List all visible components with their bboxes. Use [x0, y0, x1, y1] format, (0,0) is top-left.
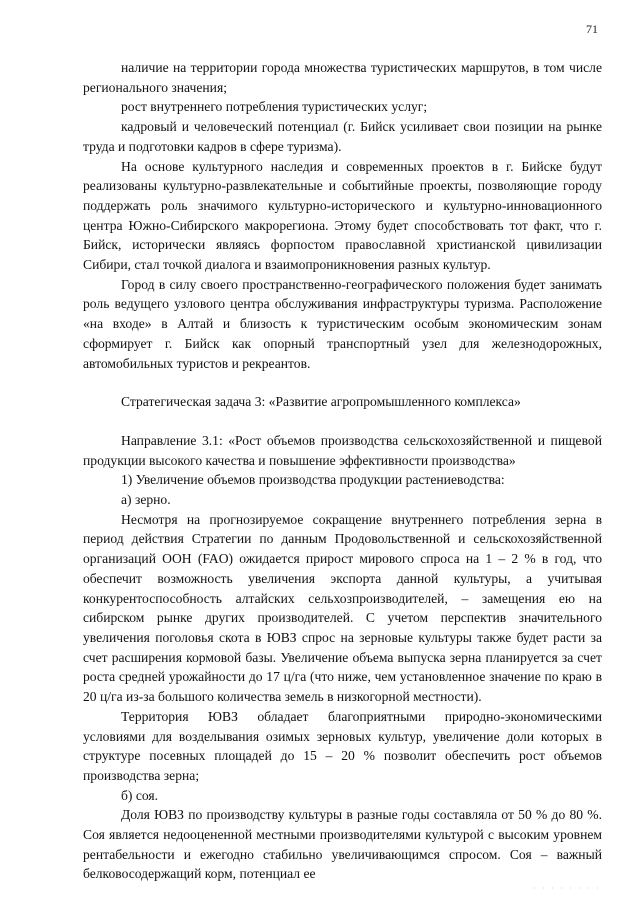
paragraph: На основе культурного наследия и современных проектов в г. Бийске будут реализованы культурно-развлекательные и событийные проекты, позволяющие городу поддержать роль значимого культурно-исторического и культурно-инновационного центра Южно-Сибирского макрорегиона. Этому будет способствовать тот факт, что г. Бийск, исторически являясь форпостом православной христианской цивилизации Сибири, стал точкой диалога и взаимопроникновения разных культур. — [83, 158, 602, 273]
paragraph: б) соя. — [121, 787, 159, 803]
subsection-heading: Направление 3.1: «Рост объемов производства сельскохозяйственной и пищевой продукции высокого качества и повышение эффективности производства» — [83, 432, 602, 468]
paragraph: 1) Увеличение объемов производства продукции растениеводства: — [121, 472, 505, 488]
page-body — [83, 58, 602, 884]
paragraph: рост внутреннего потребления туристических услуг; — [121, 99, 428, 115]
paragraph: кадровый и человеческий потенциал (г. Бийск усиливает свои позиции на рынке труда и подготовки кадров в сфере туризма). — [83, 119, 602, 154]
paragraph: наличие на территории города множества туристических маршрутов, в том числе регионального значения; — [83, 60, 602, 95]
section-heading: Стратегическая задача 3: «Развитие агропромышленного комплекса» — [121, 394, 521, 410]
paragraph: Город в силу своего пространственно-географического положения будет занимать роль ведущего узлового центра обслуживания инфраструктуры туризма. Расположение «на входе» в Алтай и близость к туристическим особым экономическим зонам сформирует г. Бийск как опорный транспортный узел для железнодорожных, автомобильных туристов и рекреантов. — [83, 276, 602, 371]
paragraph: Несмотря на прогнозируемое сокращение внутреннего потребления зерна в период действия Стратегии по данным Продовольственной и сельскохозяйственной организаций ООН (FAO) ожидается прирост мирового спроса на 1 – 2 % в год, что обеспечит возможность увеличения экспорта данной культуры, а учитывая конкурентоспособность алтайских сельхозпроизводителей, – замещения ею на сибирском рынке других производителей. С учетом перспектив значительного увеличения поголовья скота в ЮВЗ спрос на зерновые культуры также будет расти за счет расширения кормовой базы. Увеличение объема выпуска зерна планируется за счет роста средней урожайности до 17 ц/га (что ниже, чем установленное значение по краю в 20 ц/га из-за большого количества земель в низкогорной местности). — [83, 511, 602, 705]
paragraph: Доля ЮВЗ по производству культуры в разные годы составляла от 50 % до 80 %. Соя является недооцененной местными производителями культурой с высоким уровнем рентабельности и ежегодно стабильно увеличивающимся спросом. Соя – важный белковосодержащий корм, потенциал ее — [83, 807, 602, 882]
spacer — [83, 412, 602, 431]
page-number: 71 — [586, 22, 598, 36]
paragraph: Территория ЮВЗ обладает благоприятными природно-экономическими условиями для возделывания озимых зерновых культур, увеличение доли которых в структуре посевных площадей до 15 – 20 % позволит обеспечить рост объемов производства зерна; — [83, 708, 602, 783]
paragraph: а) зерно. — [121, 492, 171, 508]
scan-noise — [530, 885, 600, 891]
spacer — [83, 373, 602, 392]
